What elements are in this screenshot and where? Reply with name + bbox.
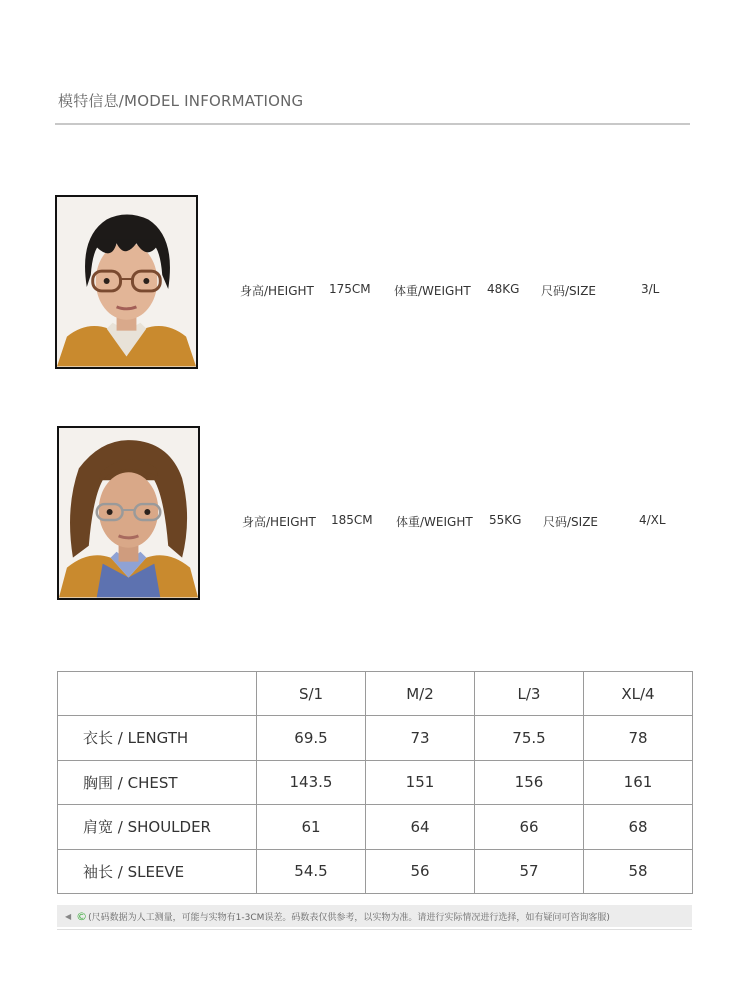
model-1-height-label: 身高/HEIGHT	[240, 284, 314, 298]
table-cell: 78	[584, 716, 693, 761]
measurement-note	[57, 905, 692, 927]
model-1-weight-value: 48KG	[487, 282, 520, 296]
model-2-height-value: 185CM	[331, 513, 373, 527]
table-header-cell: M/2	[366, 672, 475, 716]
table-cell: 66	[475, 805, 584, 850]
table-header-row	[58, 672, 693, 716]
table-cell: 56	[366, 849, 475, 894]
table-cell: 68	[584, 805, 693, 850]
table-row	[58, 805, 693, 850]
table-row	[58, 849, 693, 894]
model-1-size-value: 3/L	[641, 282, 660, 296]
table-cell: 73	[366, 716, 475, 761]
table-row	[58, 716, 693, 761]
left-arrow-icon: ◀	[65, 911, 72, 921]
table-cell: 75.5	[475, 716, 584, 761]
row-label: 袖长 / SLEEVE	[58, 849, 257, 894]
model-1-weight-label: 体重/WEIGHT	[394, 284, 471, 298]
table-cell: 64	[366, 805, 475, 850]
table-header-cell: XL/4	[584, 672, 693, 716]
model-2-size-value: 4/XL	[639, 513, 666, 527]
copyright-icon: ©	[76, 909, 88, 923]
row-label: 肩宽 / SHOULDER	[58, 805, 257, 850]
model-2-weight-label: 体重/WEIGHT	[396, 515, 473, 529]
model-2-size-label: 尺码/SIZE	[543, 515, 599, 529]
table-cell: 143.5	[257, 760, 366, 805]
note-text: (尺码数据为人工测量，可能与实物有1-3CM误差。码数表仅供参考，以实物为准。请进行实际情况进行选择，如有疑问可咨询客服)	[88, 912, 610, 923]
table-header-cell	[58, 672, 257, 716]
row-label: 衣长 / LENGTH	[58, 716, 257, 761]
table-cell: 54.5	[257, 849, 366, 894]
row-label: 胸围 / CHEST	[58, 760, 257, 805]
table-cell: 69.5	[257, 716, 366, 761]
table-cell: 156	[475, 760, 584, 805]
table-cell: 58	[584, 849, 693, 894]
model-2-photo	[57, 426, 200, 600]
table-header-cell: L/3	[475, 672, 584, 716]
bottom-divider	[57, 929, 692, 930]
model-1-height-value: 175CM	[329, 282, 371, 296]
table-cell: 161	[584, 760, 693, 805]
table-cell: 61	[257, 805, 366, 850]
model-2-weight-value: 55KG	[489, 513, 522, 527]
table-cell: 57	[475, 849, 584, 894]
table-cell: 151	[366, 760, 475, 805]
model-1-size-label: 尺码/SIZE	[541, 284, 597, 298]
size-chart-table	[57, 671, 693, 894]
model-1-photo	[55, 195, 198, 369]
title-divider	[55, 123, 690, 125]
model-2-height-label: 身高/HEIGHT	[242, 515, 316, 529]
table-header-cell: S/1	[257, 672, 366, 716]
table-row	[58, 760, 693, 805]
section-title: 模特信息/MODEL INFORMATIONG	[58, 92, 304, 110]
